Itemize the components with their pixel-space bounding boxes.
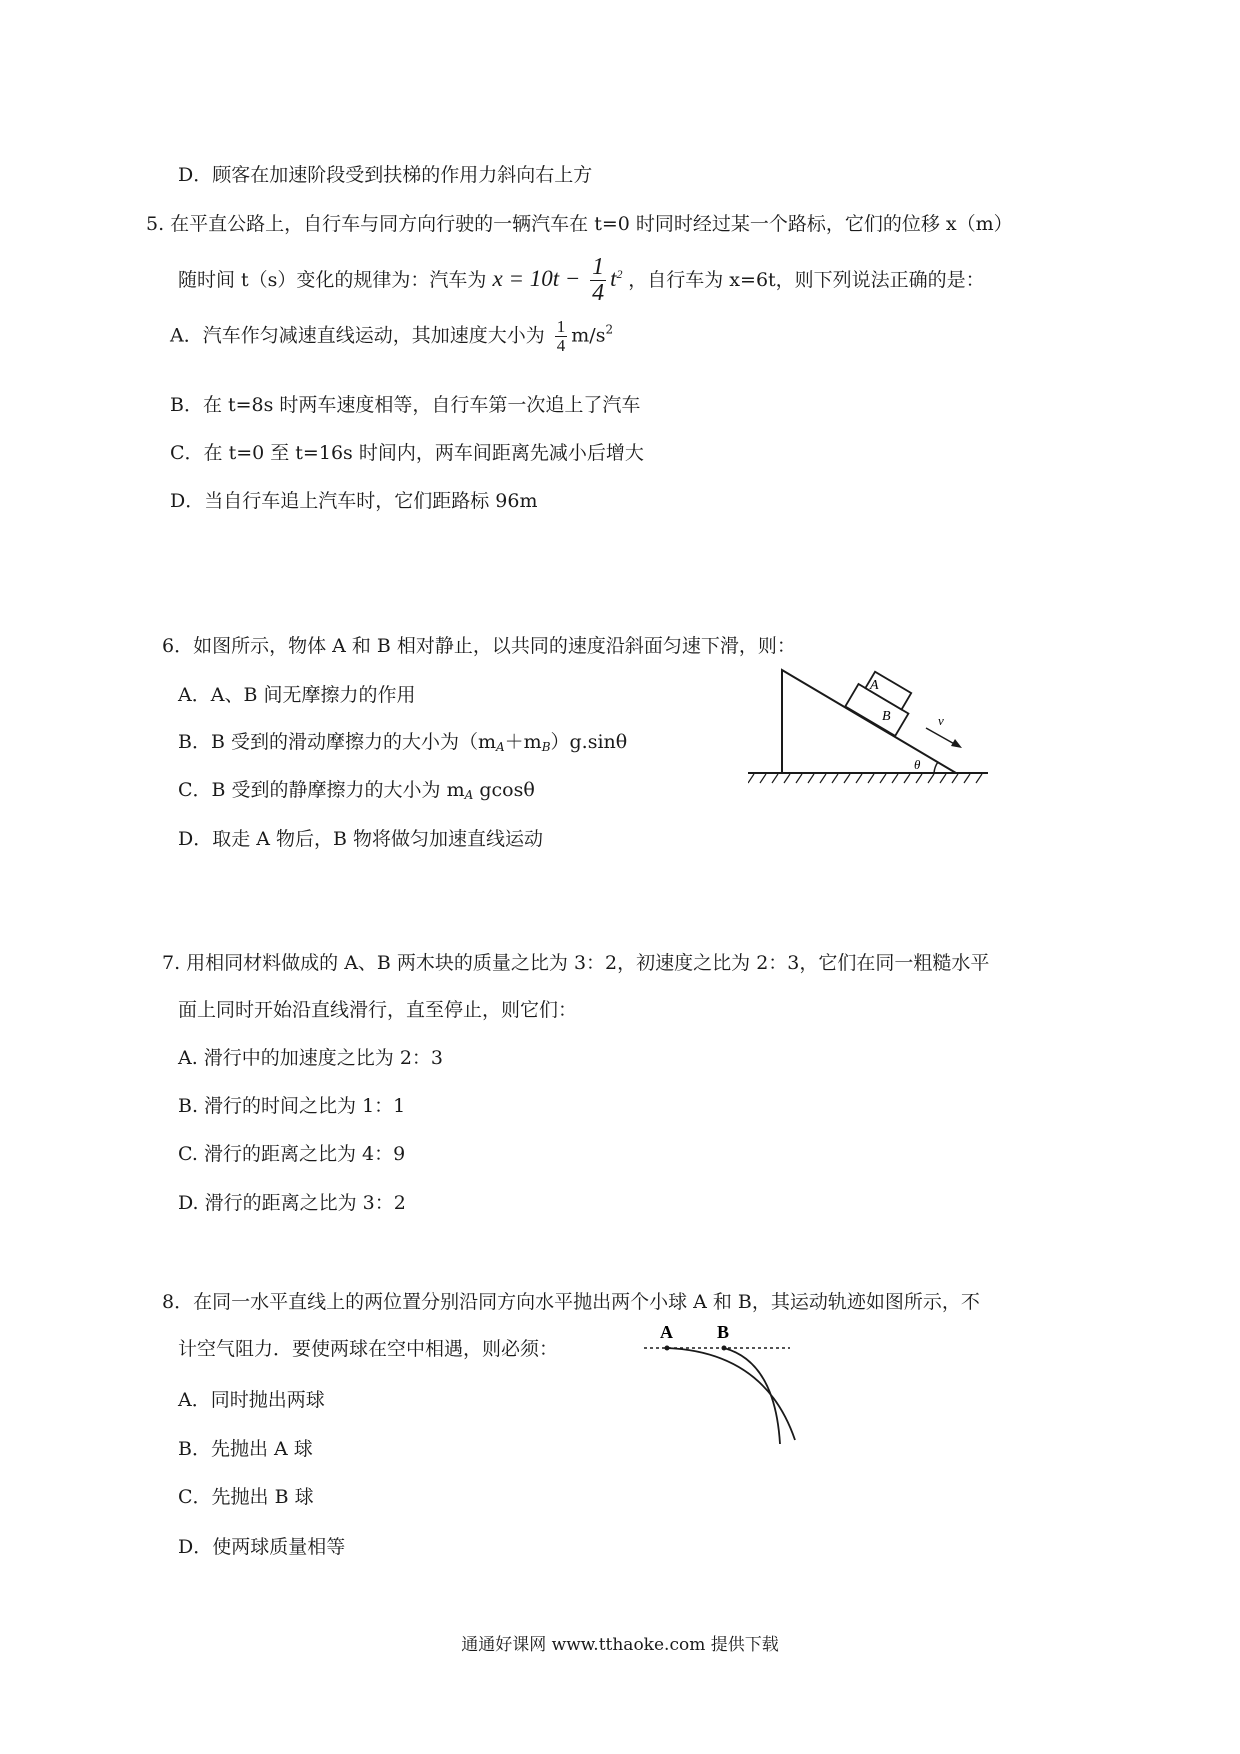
q7-stem-line1: 7. 用相同材料做成的 A、B 两木块的质量之比为 3：2，初速度之比为 2：3，它们在同一粗糙水平	[162, 952, 990, 974]
velocity-arrowhead	[951, 739, 962, 748]
q4-option-d: D．顾客在加速阶段受到扶梯的作用力斜向右上方	[178, 164, 593, 186]
q6-option-a: A．A、B 间无摩擦力的作用	[178, 684, 416, 706]
q6-option-d: D．取走 A 物后，B 物将做匀加速直线运动	[178, 828, 544, 850]
label-theta: θ	[914, 757, 921, 772]
q8-option-a: A．同时抛出两球	[178, 1389, 325, 1411]
label-block-a: A	[870, 678, 879, 693]
trajectory-b	[724, 1348, 780, 1444]
q8-option-b: B．先抛出 A 球	[178, 1438, 313, 1460]
q5-option-a: A．汽车作匀减速直线运动，其加速度大小为 $\frac{1}{4}$ $m/s^2$	[170, 317, 614, 355]
incline-diagram	[748, 665, 1008, 795]
q7-option-c: C. 滑行的距离之比为 4：9	[178, 1143, 406, 1165]
q6-option-c: C．B 受到的静摩擦力的大小为 $m_A$ gcosθ	[178, 779, 535, 802]
q7-stem-line2: 面上同时开始沿直线滑行，直至停止，则它们：	[178, 999, 578, 1021]
q8-stem-line1: 8．在同一水平直线上的两位置分别沿同方向水平抛出两个小球 A 和 B，其运动轨迹如图所示，不	[162, 1291, 980, 1313]
q8-option-c: C．先抛出 B 球	[178, 1486, 314, 1508]
angle-arc	[934, 762, 938, 773]
q7-option-a: A. 滑行中的加速度之比为 2：3	[178, 1047, 444, 1069]
label-velocity: v	[938, 713, 944, 728]
q5-option-c: C．在 t=0 至 t=16s 时间内，两车间距离先减小后增大	[170, 442, 644, 464]
label-ball-a: A	[660, 1322, 673, 1342]
q5-option-a-fraction: $\frac{1}{4}$	[556, 317, 566, 355]
q5-option-d: D．当自行车追上汽车时，它们距路标 96m	[170, 490, 538, 512]
label-block-b: B	[882, 709, 891, 724]
q5-option-b: B．在 t=8s 时两车速度相等，自行车第一次追上了汽车	[170, 394, 641, 416]
page-footer: 通通好课网 www.tthaoke.com 提供下载	[461, 1635, 779, 1655]
q7-option-d: D. 滑行的距离之比为 3：2	[178, 1192, 406, 1214]
q5-stem-line2-post: ，自行车为 x=6t，则下列说法正确的是：	[628, 268, 985, 291]
q7-option-b: B. 滑行的时间之比为 1：1	[178, 1095, 406, 1117]
q6-stem: 6．如图所示，物体 A 和 B 相对静止，以共同的速度沿斜面匀速下滑，则：	[162, 635, 796, 657]
label-ball-b: B	[717, 1322, 730, 1342]
q5-stem-line2-pre: 随时间 t（s）变化的规律为：汽车为	[178, 268, 487, 291]
trajectory-a	[667, 1348, 795, 1440]
q5-stem-line2	[178, 255, 985, 306]
trajectory-diagram	[640, 1322, 820, 1452]
q6-option-b: B．B 受到的滑动摩擦力的大小为$(m_A+m_B)g.\sin\theta$	[178, 731, 628, 754]
q8-option-d: D．使两球质量相等	[178, 1536, 346, 1558]
q5-stem-line1: 5. 在平直公路上，自行车与同方向行驶的一辆汽车在 t=0 时同时经过某一个路标，它们的位移 x（m）	[146, 213, 1013, 235]
q8-stem-line2: 计空气阻力．要使两球在空中相遇，则必须：	[178, 1338, 559, 1360]
q5-formula-fraction: $\frac{1}{4}$	[592, 254, 605, 307]
q5-formula: x = 10t − $\frac{1}{4}$ $t^2$	[492, 254, 623, 307]
